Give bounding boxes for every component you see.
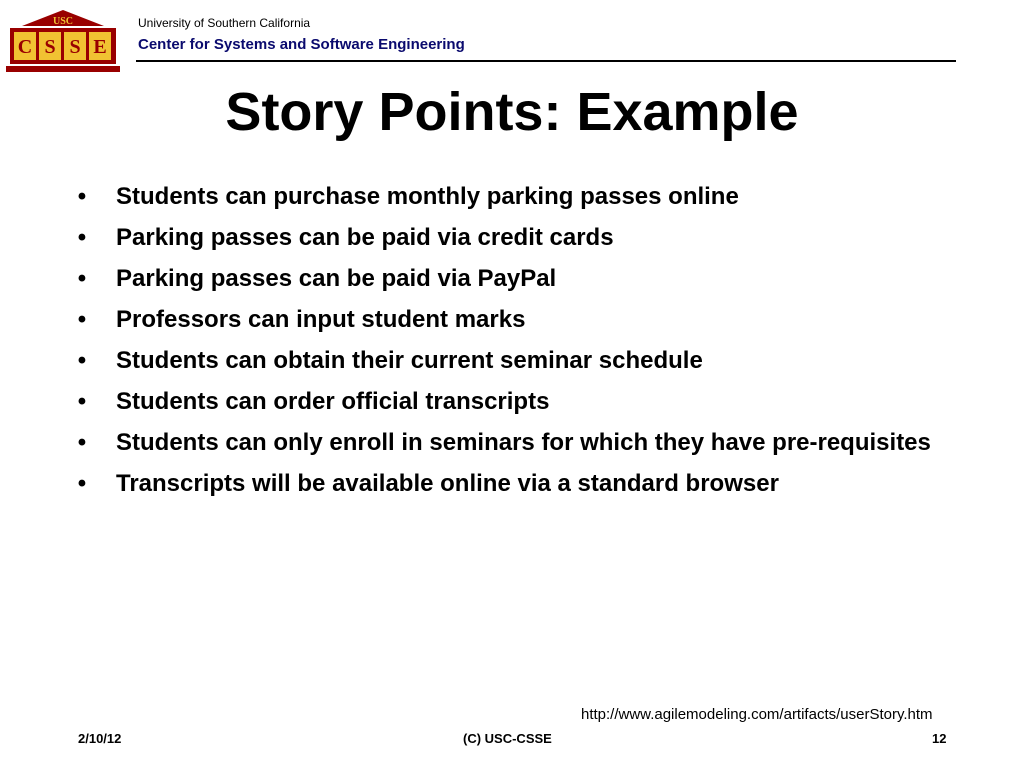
bullet-item [72,180,972,214]
organization-name: University of Southern California [138,16,311,30]
bullet-dot: • [77,183,87,210]
bullet-dot: • [77,306,87,333]
header-divider [136,60,956,62]
bullet-text: Parking passes can be paid via PayPal [116,265,557,292]
bullet-text: Students can purchase monthly parking passes online [116,183,739,210]
bullet-text: Transcripts will be available online via a standard browser [116,470,779,497]
bullet-item [72,344,972,378]
footer-date: 2/10/12 [78,731,122,746]
page-number: 12 [932,731,947,746]
center-name: Center for Systems and Software Engineering [138,36,465,53]
svg-text:E: E [93,36,107,58]
bullet-item [72,467,972,501]
bullet-dot: • [77,265,87,292]
bullet-dot: • [77,224,87,251]
bullet-item [72,385,972,419]
bullet-text: Professors can input student marks [116,306,526,333]
bullet-dot: • [77,347,87,374]
svg-text:S: S [44,36,56,58]
bullet-text: Students can only enroll in seminars for which they have pre-requisites [116,429,931,456]
bullet-dot: • [77,429,87,456]
svg-text:C: C [17,36,33,58]
bullet-item [72,262,972,296]
bullet-list [72,180,972,508]
slide-title: Story Points: Example [225,82,799,142]
svg-text:S: S [69,36,81,58]
bullet-dot: • [77,388,87,415]
bullet-item [72,426,972,460]
bullet-item [72,303,972,337]
bullet-text: Students can order official transcripts [116,388,550,415]
source-link[interactable]: http://www.agilemodeling.com/artifacts/userStory.htm [581,706,933,723]
bullet-item [72,221,972,255]
bullet-text: Students can obtain their current seminar schedule [116,347,703,374]
bullet-text: Parking passes can be paid via credit cards [116,224,614,251]
footer-copyright: (C) USC-CSSE [463,731,552,746]
bullet-dot: • [77,470,87,497]
usc-csse-logo [4,6,122,74]
svg-text:USC: USC [52,16,74,27]
